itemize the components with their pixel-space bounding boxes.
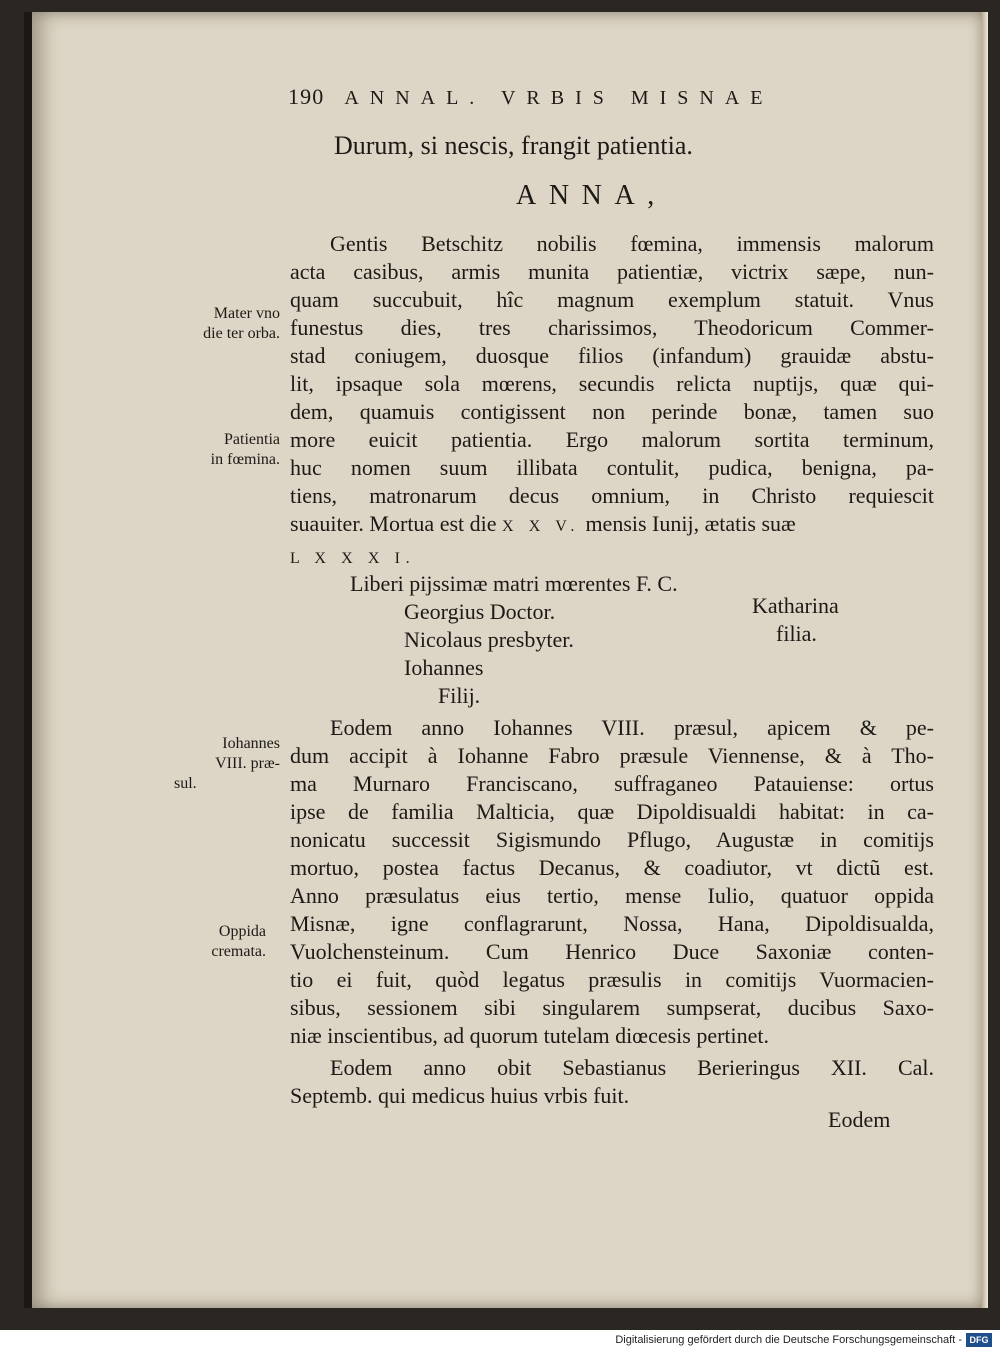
epitaph-son: Georgius Doctor. [404, 599, 556, 624]
body-line: mortuo, postea factus Decanus, & coadiutor, vt dictũ est. [290, 855, 934, 880]
body-text: suauiter. Mortua est die [290, 511, 497, 536]
funding-notice: Digitalisierung gefördert durch die Deutsche Forschungsgemeinschaft - [615, 1334, 962, 1346]
book-page [24, 12, 984, 1308]
body-line: acta casibus, armis munita patientiæ, victrix sæpe, nun- [290, 259, 934, 284]
death-age [290, 542, 415, 573]
body-line: ipse de familia Malticia, quæ Dipoldisualdi habitat: in ca- [290, 799, 934, 824]
margin-note-line: in fœmina. [210, 451, 280, 468]
epitaph-daughter: Katharina [752, 593, 839, 618]
body-line: Gentis Betschitz nobilis fœmina, immensis malorum [330, 231, 934, 256]
margin-note-line: VIII. præ- [215, 755, 280, 772]
running-header [288, 84, 774, 110]
body-line: ma Murnaro Franciscano, suffraganeo Patauiense: ortus [290, 771, 934, 796]
margin-note-line: Mater vno [213, 305, 280, 322]
body-line: Eodem anno Iohannes VIII. præsul, apicem & pe- [330, 715, 934, 740]
epitaph-daughter-label: filia. [776, 621, 817, 646]
margin-note-line: Oppida [218, 923, 266, 940]
margin-note-line: die ter orba. [203, 325, 280, 342]
footer-bar [0, 1330, 1000, 1351]
body-text: mensis Iunij, ætatis suæ [585, 511, 796, 536]
body-line: tio ei fuit, quòd legatus præsulis in comitijs Vuormacien- [290, 967, 934, 992]
body-line: Misnæ, igne conflagrarunt, Nossa, Hana, Dipoldisualda, [290, 911, 934, 936]
section-title: ANNA, [516, 180, 667, 211]
body-line: dem, quamuis contigissent non perinde bonæ, tamen suo [290, 399, 934, 424]
body-line: funestus dies, tres charissimos, Theodoricum Commer- [290, 315, 934, 340]
death-day: X X V. [502, 518, 580, 535]
body-line: more euicit patientia. Ergo malorum sortita terminum, [290, 427, 934, 452]
body-line: niæ inscientibus, ad quorum tutelam diœcesis pertinet. [290, 1023, 770, 1048]
margin-note-line: Patientia [224, 431, 280, 448]
catchword: Eodem [828, 1107, 891, 1132]
margin-note [166, 922, 266, 962]
margin-note-line: Iohannes [222, 735, 280, 752]
margin-note [166, 734, 280, 794]
body-line: Anno præsulatus eius tertio, mense Iulio, quatuor oppida [290, 883, 934, 908]
body-line-date [290, 510, 796, 541]
margin-note-line: sul. [174, 775, 197, 792]
body-line: tiens, matronarum decus omnium, in Christo requiescit [290, 483, 934, 508]
epitaph-sons-label: Filij. [438, 683, 481, 708]
margin-note-line: cremata. [211, 943, 266, 960]
page-number: 190 [288, 84, 325, 109]
epitaph-son: Iohannes [404, 655, 484, 680]
running-title: ANNAL. VRBIS MISNAE [344, 87, 774, 109]
epitaph-son: Nicolaus presbyter. [404, 627, 574, 652]
margin-note [180, 304, 280, 344]
margin-note [166, 430, 280, 470]
body-line: huc nomen suum illibata contulit, pudica, benigna, pa- [290, 455, 934, 480]
body-line: Vuolchensteinum. Cum Henrico Duce Saxoniæ conten- [290, 939, 934, 964]
body-line: lit, ipsaque sola mœrens, secundis relicta nuptijs, quæ qui- [290, 371, 934, 396]
body-line: dum accipit à Iohanne Fabro præsule Viennense, & à Tho- [290, 743, 934, 768]
motto: Durum, si nescis, frangit patientia. [334, 131, 693, 160]
epitaph-dedication: Liberi pijssimæ matri mœrentes F. C. [350, 571, 678, 596]
dfg-logo-icon: DFG [966, 1333, 992, 1347]
body-line: nonicatu successit Sigismundo Pflugo, Augustæ in comitijs [290, 827, 934, 852]
body-line: stad coniugem, duosque filios (infandum) grauidæ abstu- [290, 343, 934, 368]
death-age-numeral: L X X X I. [290, 550, 416, 567]
body-line: quam succubuit, hîc magnum exemplum statuit. Vnus [290, 287, 934, 312]
body-line: Eodem anno obit Sebastianus Berieringus XII. Cal. [330, 1055, 934, 1080]
body-line: sibus, sessionem sibi singularem sumpserat, ducibus Saxo- [290, 995, 934, 1020]
body-line: Septemb. qui medicus huius vrbis fuit. [290, 1083, 630, 1108]
